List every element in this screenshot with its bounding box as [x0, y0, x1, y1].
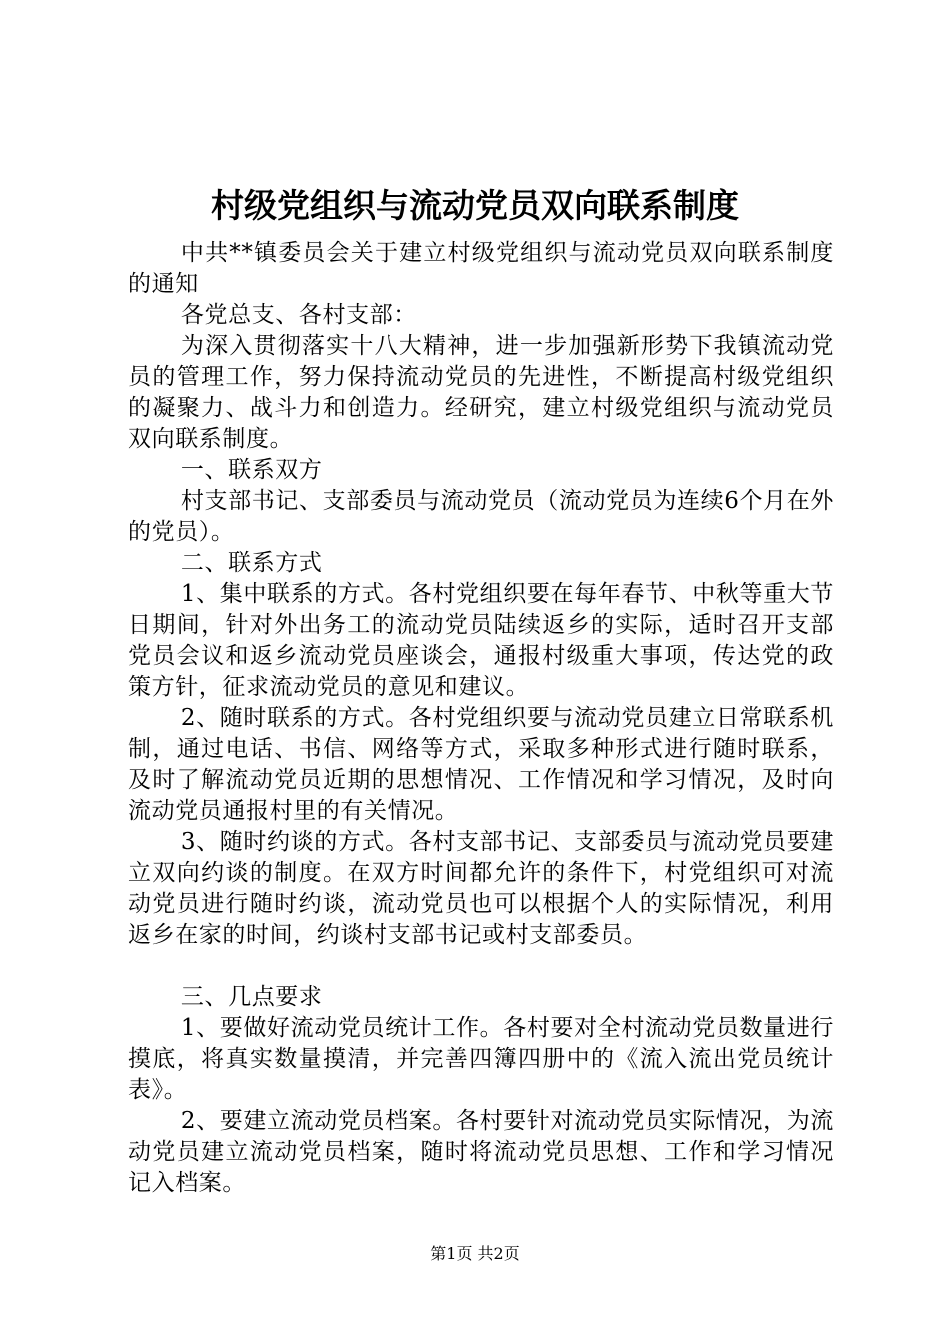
- document-body: [128, 238, 834, 1199]
- page-number-footer: 第1页 共2页: [430, 1244, 520, 1263]
- salutation: 各党总支、各村支部：: [180, 302, 417, 328]
- requirement-paragraph-1: 1、要做好流动党员统计工作。各村要对全村流动党员数量进行摸底，将真实数量摸清，并完善四簿四册中的《流入流出党员统计表》。: [128, 1015, 834, 1103]
- section-heading-requirements: 三、几点要求: [180, 984, 323, 1010]
- document-title: 村级党组织与流动党员双向联系制度: [211, 186, 739, 225]
- requirement-paragraph-2: 2、要建立流动党员档案。各村要针对流动党员实际情况，为流动党员建立流动党员档案，随时将流动党员思想、工作和学习情况记入档案。: [128, 1108, 834, 1196]
- section-heading-methods: 二、联系方式: [180, 550, 323, 576]
- method-paragraph-1: 1、集中联系的方式。各村党组织要在每年春节、中秋等重大节日期间，针对外出务工的流动党员陆续返乡的实际，适时召开支部党员会议和返乡流动党员座谈会，通报村级重大事项，传达党的政策方针，征求流动党员的意见和建议。: [128, 581, 834, 700]
- intro-paragraph: 为深入贯彻落实十八大精神，进一步加强新形势下我镇流动党员的管理工作，努力保持流动党员的先进性，不断提高村级党组织的凝聚力、战斗力和创造力。经研究，建立村级党组织与流动党员双向联系制度。: [128, 333, 834, 452]
- notice-heading: 中共**镇委员会关于建立村级党组织与流动党员双向联系制度的通知: [128, 240, 834, 297]
- section-heading-parties: 一、联系双方: [180, 457, 323, 483]
- parties-paragraph: 村支部书记、支部委员与流动党员（流动党员为连续6个月在外的党员）。: [128, 488, 834, 545]
- method-paragraph-2: 2、随时联系的方式。各村党组织要与流动党员建立日常联系机制，通过电话、书信、网络等方式，采取多种形式进行随时联系，及时了解流动党员近期的思想情况、工作情况和学习情况，及时向流动党员通报村里的有关情况。: [128, 705, 834, 824]
- method-paragraph-3: 3、随时约谈的方式。各村支部书记、支部委员与流动党员要建立双向约谈的制度。在双方时间都允许的条件下，村党组织可对流动党员进行随时约谈，流动党员也可以根据个人的实际情况，利用返乡在家的时间，约谈村支部书记或村支部委员。: [128, 829, 834, 948]
